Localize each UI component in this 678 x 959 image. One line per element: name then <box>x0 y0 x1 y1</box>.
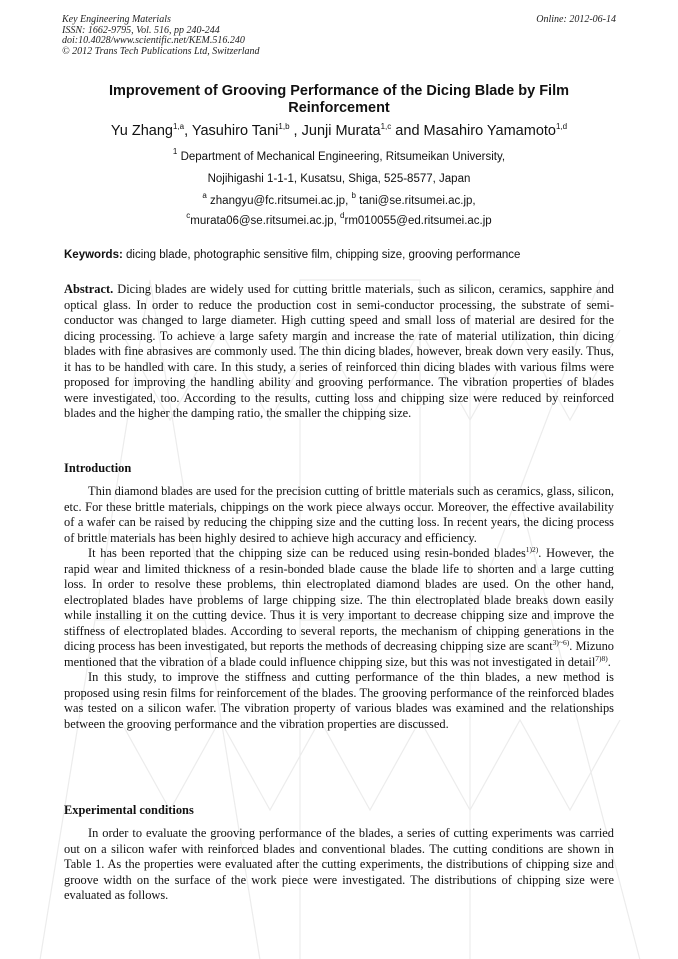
author-name: Junji Murata <box>301 123 381 139</box>
experimental-heading: Experimental conditions <box>64 803 194 817</box>
introduction-body <box>64 484 614 732</box>
author-superscript: 1,b <box>278 122 290 131</box>
introduction-heading: Introduction <box>64 461 132 475</box>
author-name: Yasuhiro Tani <box>191 123 279 139</box>
affiliation-line-2: Nojihigashi 1-1-1, Kusatsu, Shiga, 525-8577, Japan <box>207 173 471 185</box>
paragraph-text: . However, the rapid wear and limited thickness of a resin-bonded blade cause the blade life to shorten and a large cutting loss. In order to resolve these problems, thin electroplated diamond blades are used. On the other hand, electroplated blades have problems of large chipping size. The thin electroplated blade breaks down easily while installing it on the cutting device. Thus it is very important to decrease chipping size and improve the stiffness of electroplated blades. According to several reports, the mechanism of chipping generations in the dicing process has been investigated, but reports the methods of decreasing chipping size are scant <box>64 546 614 653</box>
journal-header <box>62 15 616 57</box>
email-d[interactable]: rm010055@ed.ritsumei.ac.jp <box>344 215 492 227</box>
author-list <box>64 123 614 140</box>
paragraph-text: . Mizuno mentioned that the vibration of a blade could influence chipping size, but this was not investigated in detail <box>64 639 614 669</box>
author-name: Masahiro Yamamoto <box>423 123 556 139</box>
keywords-text: dicing blade, photographic sensitive film, chipping size, grooving performance <box>126 249 521 261</box>
citation: 7)8) <box>595 653 608 663</box>
paragraph-text: It has been reported that the chipping size can be reduced using resin-bonded blades <box>88 546 526 560</box>
citation: 1)2) <box>525 545 539 554</box>
online-date: Online: 2012-06-14 <box>536 14 616 25</box>
abstract-label: Abstract. <box>64 282 114 296</box>
author-separator: , <box>184 123 192 139</box>
author-superscript: 1,d <box>555 122 568 131</box>
email-superscript: a <box>202 191 207 200</box>
email-superscript: c <box>186 211 191 220</box>
affiliation-department: Department of Mechanical Engineering, Ritsumeikan University, <box>180 151 506 163</box>
journal-issn: ISSN: 1662-9795, Vol. 516, pp 240-244 <box>62 24 220 36</box>
abstract-text: Dicing blades are widely used for cutting brittle materials, such as silicon, ceramics, sapphire and optical glass. In order to reduce the production cost in semi-conductor processing, the substrate of semi-conductor was changed to large diameter. High cutting speed and small loss of material are desired for the dicing processing. To achieve a large safety margin and increase the rate of material utilization, thin dicing blades with fine abrasives are commonly used. The thin dicing blades, however, break down very easily. Thus, it has to be handled with care. In this study, a series of reinforced thin dicing blades with various films were proposed for improving the handling ability and grooving performance. The vibration properties of blades were investigated, too. According to the results, cutting loss and chipping size were reduced by reinforced blades and the higher the damping ratio, the smaller the chipping size. <box>64 282 614 420</box>
affiliation-superscript: 1 <box>172 147 178 156</box>
journal-doi[interactable]: doi:10.4028/www.scientific.net/KEM.516.240 <box>62 35 245 46</box>
affiliation-line-1 <box>64 147 614 164</box>
experimental-paragraph-1: In order to evaluate the grooving performance of the blades, a series of cutting experiments was carried out on a silicon wafer with reinforced blades and conventional blades. The cutting conditions are shown in Table 1. As the properties were evaluated after the cutting experiments, the distributions of chipping size and groove width on the surface of the work piece were investigated. The distributions of chipping size were evaluated as follows. <box>64 826 614 902</box>
introduction-paragraph-3: In this study, to improve the stiffness and cutting performance of the thin blades, a new method is proposed using resin films for reinforcement of the blades. The grooving performance of the reinforced blades was tested on a silicon wafer. The vibration property of various blades was examined and the relationships between the grooving performance and the vibration properties are discussed. <box>64 670 614 731</box>
author-separator: and <box>391 123 424 139</box>
email-c[interactable]: murata06@se.ritsumei.ac.jp, <box>190 215 337 227</box>
affiliation-emails-1 <box>64 191 614 208</box>
citation: 3)~6) <box>552 638 570 647</box>
journal-name: Key Engineering Materials <box>62 14 171 25</box>
paper-title: Improvement of Grooving Performance of the Dicing Blade by Film Reinforcement <box>108 83 570 116</box>
introduction-paragraph-1: Thin diamond blades are used for the precision cutting of brittle materials such as ceramics, glass, silicon, etc. For these brittle materials, chippings on the work piece always occur. Moreover, the effective availability of a wafer can be raised by reducing the chipping size and the cutting loss. In recent years, the dicing process of brittle materials has been highly desired to achieve high accuracy and efficiency. <box>64 484 614 545</box>
email-superscript: d <box>340 211 345 220</box>
author-superscript: 1,c <box>380 122 392 131</box>
keywords <box>64 248 616 262</box>
experimental-body <box>64 826 614 904</box>
keywords-label: Keywords: <box>64 249 123 261</box>
email-a[interactable]: zhangyu@fc.ritsumei.ac.jp, <box>210 195 349 207</box>
author-superscript: 1,a <box>172 122 185 131</box>
author-separator: , <box>289 123 302 139</box>
affiliation-emails-2 <box>64 211 614 228</box>
abstract <box>64 282 614 422</box>
journal-copyright: © 2012 Trans Tech Publications Ltd, Switzerland <box>62 45 260 57</box>
email-superscript: b <box>351 191 356 200</box>
paragraph-text: . <box>607 654 611 669</box>
introduction-paragraph-2 <box>64 546 614 670</box>
author-name: Yu Zhang <box>110 123 173 139</box>
email-b[interactable]: tani@se.ritsumei.ac.jp, <box>359 195 476 207</box>
